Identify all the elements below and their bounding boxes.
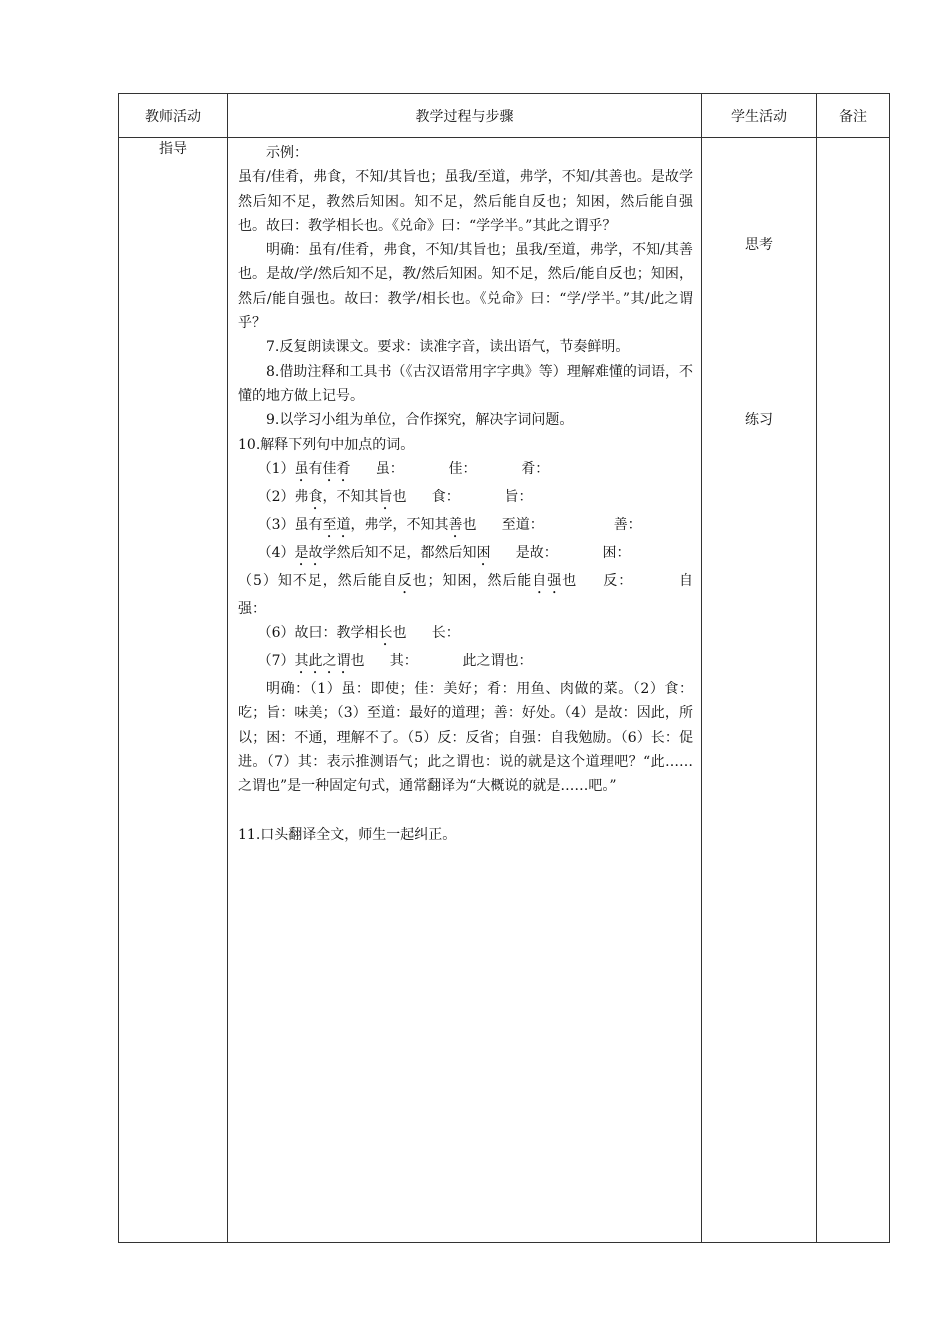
step-8: 8.借助注释和工具书（《古汉语常用字字典》等）理解难懂的词语，不懂的地方做上记号。: [238, 363, 693, 404]
step-9: 9.以学习小组为单位，合作探究，解决字词问题。: [266, 412, 574, 429]
step-10: 10.解释下列句中加点的词。: [238, 436, 415, 453]
header-notes: 备注: [817, 94, 890, 138]
example-text: 虽有/佳肴，弗食，不知/其旨也；虽我/至道，弗学，不知/其善也。是故学然后知不足，教然后知困。知不足，然后能自反也；知困，然后能自强也。故曰：教学相长也。《兑命》曰：“学学半。”其此之谓乎？: [238, 169, 693, 234]
spacer: [238, 799, 693, 823]
question-6: （6）故曰：教学相长也 长：: [257, 625, 460, 642]
example-label: 示例：: [266, 145, 308, 161]
question-5: （5）知不足，然后能自反也；知困，然后能自强也 反： 自强：: [238, 572, 694, 617]
teacher-activity-cell: [119, 138, 228, 1243]
notes-cell: [817, 138, 890, 1243]
question-4: （4）是故学然后知不足，都然后知困 是故： 困：: [257, 544, 631, 561]
answer-text: 明确：虽有/佳肴，弗食，不知/其旨也；虽我/至道，弗学，不知/其善也。是故/学/然后知不足，教/然后知困。知不足，然后/能自反也；知困，然后/能自强也。故曰：教学/相长也。《兑命》曰：“学/学半。”其/此之谓乎？: [238, 242, 693, 332]
step-11: 11.口头翻译全文，师生一起纠正。: [238, 826, 457, 843]
student-think: 思考: [745, 237, 773, 253]
process-content: [228, 138, 701, 847]
question-1: （1）虽有佳肴 虽： 佳： 肴：: [257, 460, 550, 477]
body-row: [119, 138, 890, 1243]
teacher-activity-text: 指导: [159, 141, 187, 157]
header-teacher: 教师活动: [119, 94, 228, 138]
lesson-plan-table: [118, 93, 890, 1243]
answer-10: 明确：（1）虽：即使；佳：美好；肴：用鱼、肉做的菜。（2）食：吃；旨：味美；（3）至道：最好的道理；善：好处。（4）是故：因此，所以；困：不通，理解不了。（5）反：反省；自强：自我勉励。（6）长：促进。（7）其：表示推测语气；此之谓也：说的就是这个道理吧？“此……之谓也”是一种固定句式，通常翻译为“大概说的就是……吧。”: [238, 681, 693, 795]
question-2: （2）弗食，不知其旨也 食： 旨：: [257, 488, 533, 505]
process-cell: [228, 138, 702, 1243]
header-row: [119, 94, 890, 138]
header-student: 学生活动: [702, 94, 817, 138]
step-7: 7.反复朗读课文。要求：读准字音，读出语气，节奏鲜明。: [266, 339, 630, 356]
student-activity-cell: [702, 138, 817, 1243]
header-process: 教学过程与步骤: [228, 94, 702, 138]
question-3: （3）虽有至道，弗学，不知其善也 至道： 善：: [257, 516, 642, 533]
question-7: （7）其此之谓也 其： 此之谓也：: [257, 653, 533, 670]
student-practice: 练习: [745, 412, 773, 428]
